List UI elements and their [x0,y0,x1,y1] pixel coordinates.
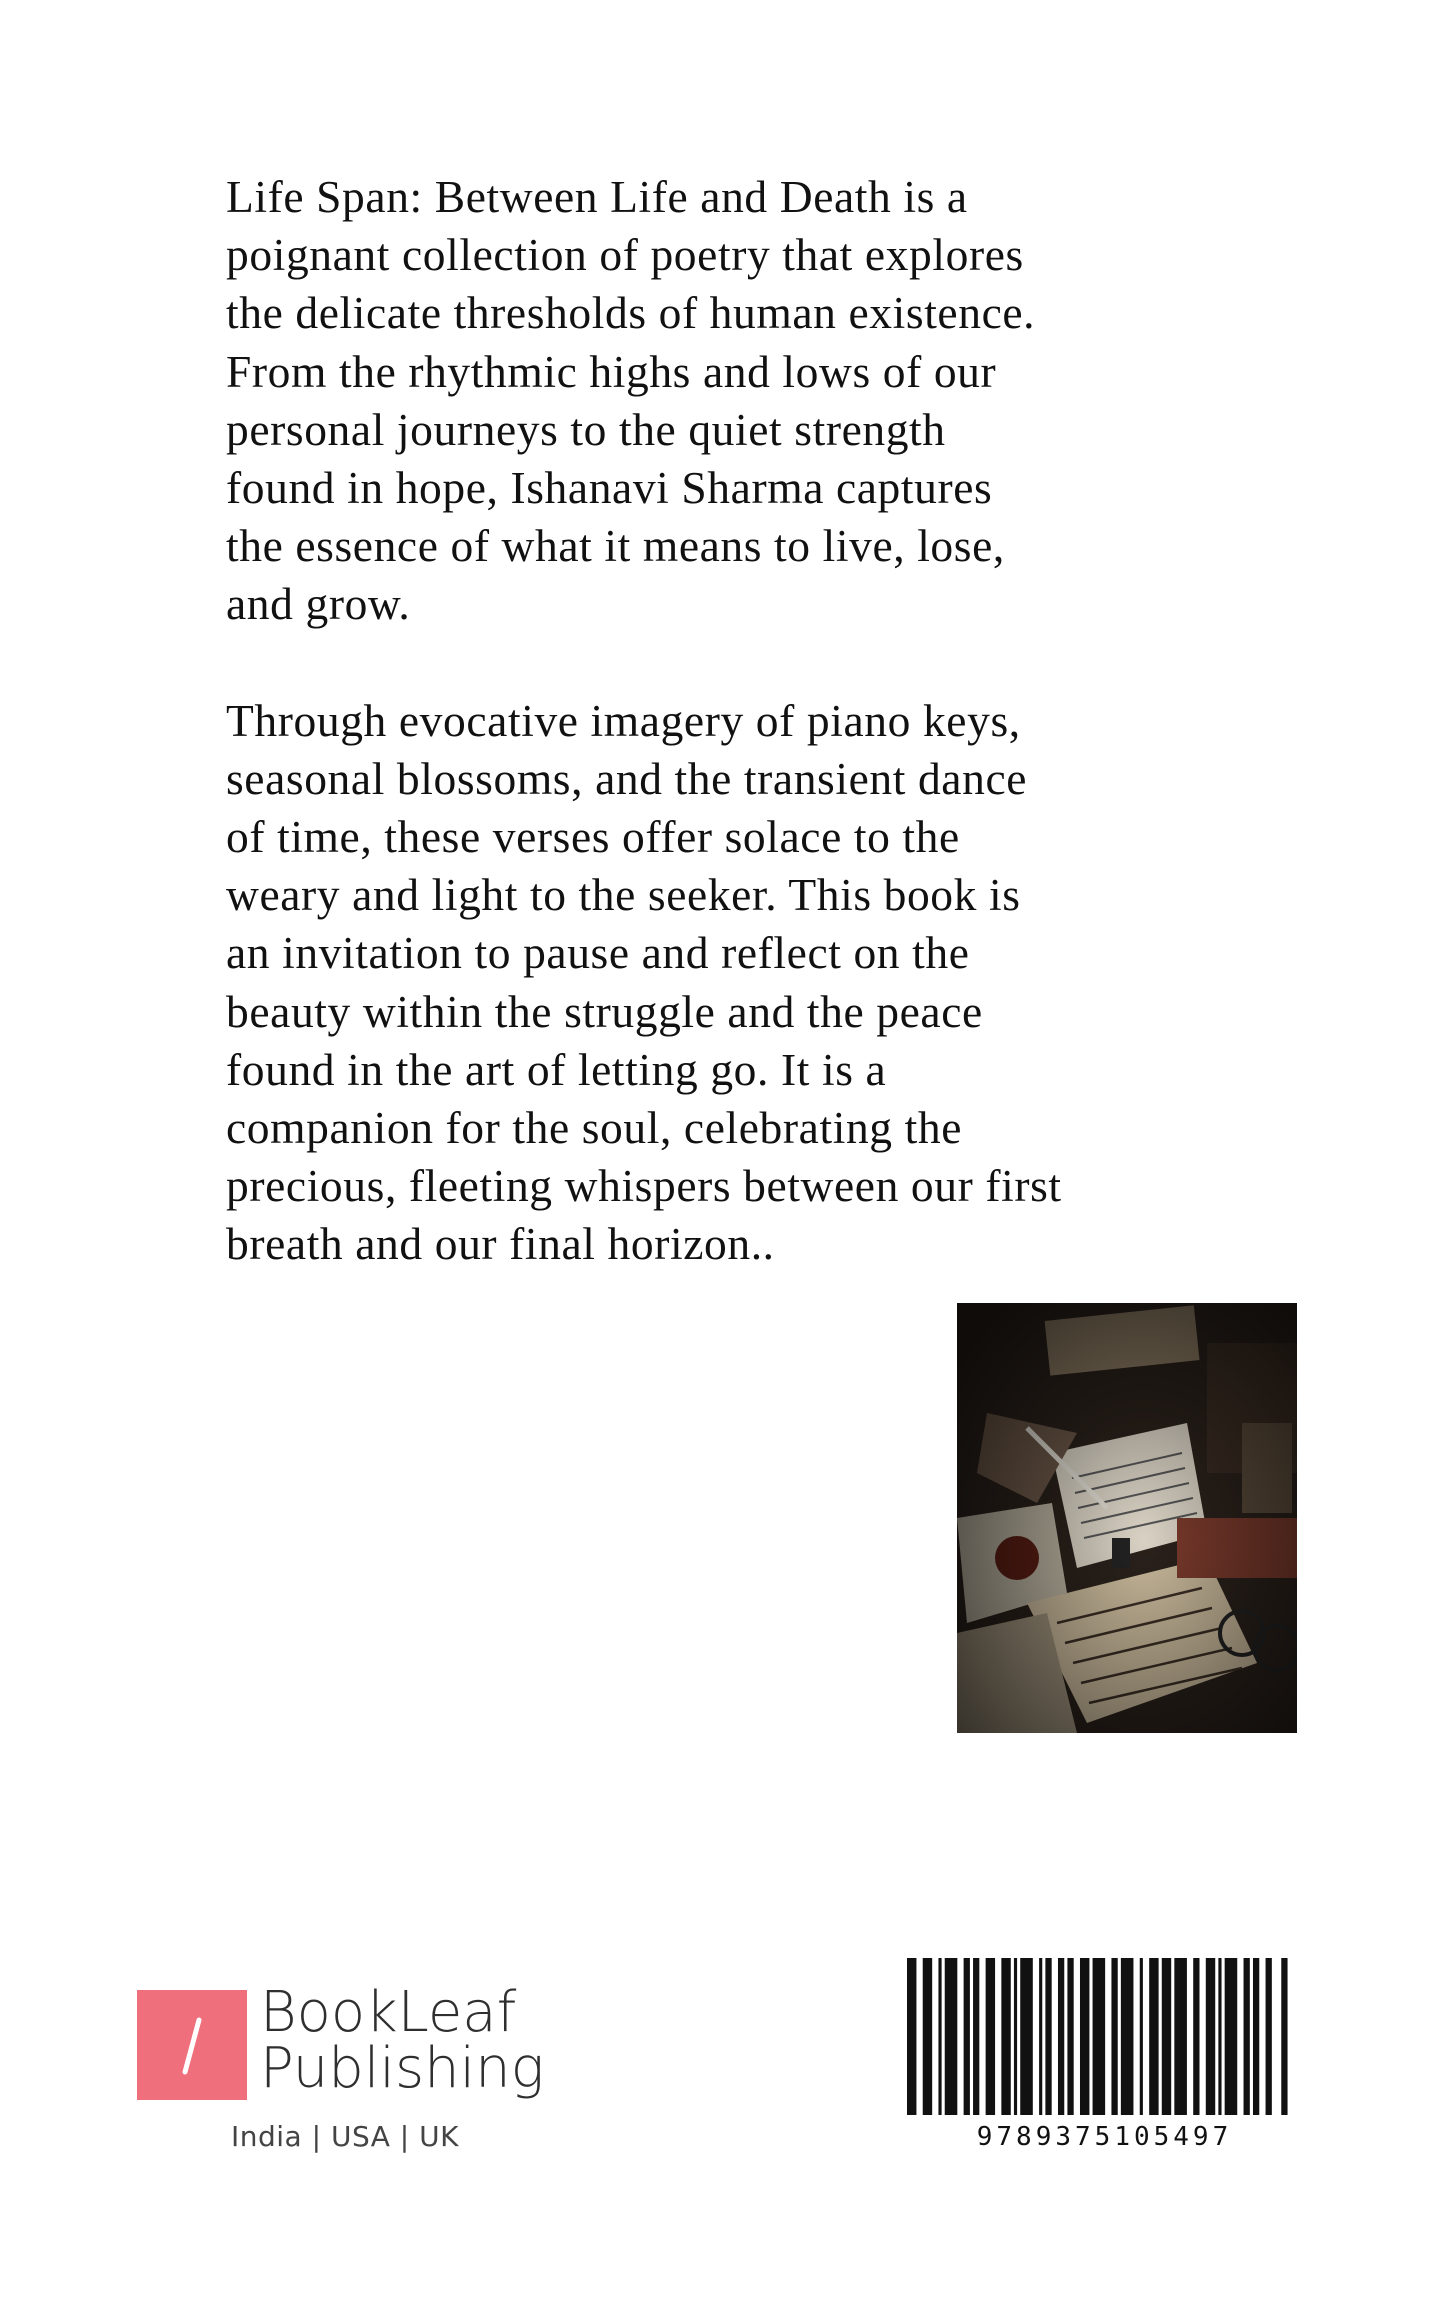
barcode-bar [1121,1958,1134,2115]
barcode-bar [938,1958,941,2115]
blurb-paragraph-1 [226,168,1346,634]
blurb-line: Through evocative imagery of piano keys, [226,694,1021,746]
writing-desk-illustration [957,1303,1297,1733]
blurb-line: the delicate thresholds of human existence. [226,287,1036,339]
blurb-line: seasonal blossoms, and the transient dance [226,752,1028,804]
barcode-bar [945,1958,958,2115]
blurb-line: found in the art of letting go. It is a [226,1043,887,1095]
barcode-bar [1266,1958,1272,2115]
barcode-bar [1253,1958,1259,2115]
barcode-bar [1206,1958,1215,2115]
blurb-line: the essence of what it means to live, lose, [226,520,1005,572]
slash-icon [137,1990,247,2100]
barcode-bar [1225,1958,1238,2115]
barcode-bar [1174,1958,1187,2115]
bookleaf-logo-mark [137,1990,247,2100]
blurb-line: of time, these verses offer solace to the [226,811,960,863]
blurb-line: companion for the soul, celebrating the [226,1102,963,1154]
barcode-bar [1067,1958,1073,2115]
blurb-line: beauty within the struggle and the peace [226,985,983,1037]
publisher-name-line1: BookLeaf [260,1980,517,2045]
barcode-bar [1093,1958,1106,2115]
barcode-bar [1045,1958,1051,2115]
barcode-bar [1111,1958,1117,2115]
publisher-regions: India | USA | UK [231,2120,459,2153]
publisher-name-line2: Publishing [260,2036,545,2101]
blurb-line: From the rhythmic highs and lows of our [226,345,997,397]
publisher-name [260,1980,545,2101]
barcode-bar [1001,1958,1010,2115]
barcode-bar [1149,1958,1158,2115]
barcode-bar [1014,1958,1017,2115]
barcode-bar [1193,1958,1199,2115]
isbn-barcode [907,1958,1297,2115]
blurb-paragraph-2 [226,692,1346,1274]
blurb-line: an invitation to pause and reflect on the [226,927,970,979]
barcode-bar [1140,1958,1143,2115]
back-cover-blurb [226,168,1346,1274]
blurb-line: found in hope, Ishanavi Sharma captures [226,462,993,514]
barcode-bar [1039,1958,1042,2115]
blurb-line: poignant collection of poetry that explores [226,229,1024,281]
barcode-bar [1218,1958,1221,2115]
barcode-bar [1281,1958,1287,2115]
isbn-number: 9789375105497 [976,2122,1233,2152]
blurb-line: weary and light to the seeker. This book is [226,869,1021,921]
blurb-line: and grow. [226,578,411,630]
barcode-bar [1244,1958,1250,2115]
blurb-line: personal journeys to the quiet strength [226,403,946,455]
barcode-bar [973,1958,979,2115]
blurb-line: Life Span: Between Life and Death is a [226,171,968,222]
barcode-bar [1162,1958,1171,2115]
barcode-bar [907,1958,916,2115]
barcode-bar [1080,1958,1089,2115]
barcode-bar [986,1958,995,2115]
barcode-bar [1020,1958,1033,2115]
blurb-line: precious, fleeting whispers between our first [226,1160,1062,1212]
writing-desk-photo [957,1303,1297,1733]
barcode-bar [964,1958,970,2115]
barcode-bar [923,1958,932,2115]
barcode-bar [1058,1958,1064,2115]
blurb-line: breath and our final horizon.. [226,1218,775,1270]
